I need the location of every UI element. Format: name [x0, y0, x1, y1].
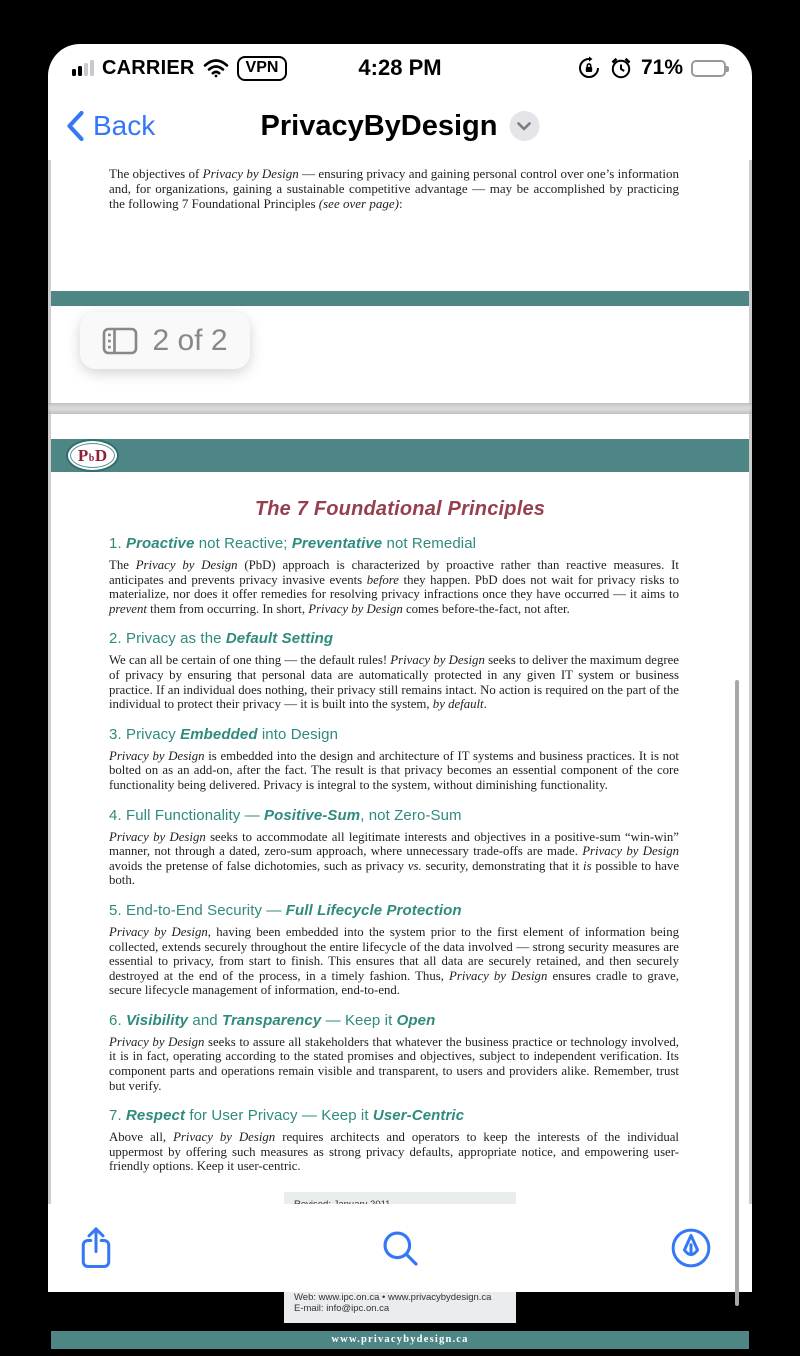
- orientation-lock-icon: [577, 56, 601, 80]
- principle-section: [109, 1012, 679, 1093]
- share-icon: [78, 1226, 114, 1270]
- title-menu-button[interactable]: [509, 111, 539, 141]
- back-button[interactable]: [66, 110, 155, 142]
- navigation-bar: [48, 92, 752, 160]
- document-title: PrivacyByDesign: [260, 109, 498, 142]
- principle-heading: 2. Privacy as the Default Setting: [109, 630, 334, 648]
- carrier-label: CARRIER: [102, 56, 195, 79]
- principle-heading: 4. Full Functionality — Positive-Sum, not Zero-Sum: [109, 806, 462, 824]
- principle-body: Above all, Privacy by Design requires architects and operators to keep the interests of the individual uppermost by offering such measures as strong privacy defaults, appropriate notice, and empowering user-friendly options. Keep it user-centric.: [109, 1130, 679, 1174]
- page-indicator-label: 2 of 2: [152, 323, 228, 357]
- screen: [48, 44, 752, 1346]
- page-indicator[interactable]: [80, 312, 250, 369]
- principle-body: Privacy by Design is embedded into the design and architecture of IT systems and business practices. It is not bolted on as an add-on, after the fact. The result is that privacy becomes an essential component of the core functionality being delivered. Privacy is integral to the system, without diminishing functionality.: [109, 748, 679, 792]
- principle-section: [109, 630, 679, 711]
- footer-website: www.privacybydesign.ca: [331, 1334, 469, 1346]
- search-icon: [380, 1228, 420, 1268]
- scrollbar[interactable]: [735, 680, 739, 1306]
- page1-intro-text: The objectives of Privacy by Design — ensuring privacy and gaining personal control over one’s information and, for organizations, gaining a sustainable competitive advantage — may be accomplished by practicing the following 7 Foundational Principles (see over page):: [109, 166, 680, 212]
- pbd-logo: P b D: [66, 439, 119, 472]
- vpn-badge: VPN: [237, 56, 288, 81]
- chevron-left-icon: [66, 110, 85, 142]
- page2-header-band: [51, 439, 749, 472]
- page-separator: [48, 403, 752, 414]
- alarm-clock-icon: [609, 56, 633, 80]
- bottom-toolbar: [48, 1204, 752, 1292]
- principle-heading: 7. Respect for User Privacy — Keep it User-Centric: [109, 1107, 465, 1125]
- principle-section: [109, 1107, 679, 1174]
- principle-body: Privacy by Design seeks to accommodate all legitimate interests and objectives in a positive-sum “win-win” manner, not through a dated, zero-sum approach, where unnecessary trade-offs are made. Privacy by Design avoids the pretense of false dichotomies, such as privacy vs. security, demonstrating that it is possible to have both.: [109, 829, 680, 888]
- principle-body: Privacy by Design seeks to assure all stakeholders that whatever the business practice or technology involved, it is in fact, operating according to the stated promises and objectives, subject to independent verification. Its component parts and operations remain visible and transparent, to users and providers alike. Remember, trust but verify.: [109, 1034, 679, 1093]
- battery-icon: [691, 60, 726, 77]
- principle-section: [109, 535, 679, 616]
- status-time: 4:28 PM: [358, 55, 442, 80]
- principles-list: [109, 535, 679, 1174]
- status-bar: [48, 44, 752, 92]
- markup-pen-icon: [670, 1227, 712, 1269]
- principle-body: Privacy by Design, having been embedded into the system prior to the first element of information being collected, extends securely throughout the entire lifecycle of the data involved — strong security measures are essential to privacy, from start to finish. This ensures that all data are securely retained, and then securely destroyed at the end of the process, in a timely fashion. Thus, Privacy by Design ensures cradle to grave, secure lifecycle management of information, end-to-end.: [109, 924, 679, 998]
- page-sidebar-icon: [102, 327, 138, 355]
- publisher-info-line: E-mail: info@ipc.on.ca: [294, 1303, 390, 1315]
- share-button[interactable]: [78, 1226, 114, 1270]
- pdf-page-2: [51, 414, 749, 1346]
- markup-button[interactable]: [670, 1227, 712, 1269]
- page-title: The 7 Foundational Principles: [254, 498, 546, 520]
- principle-body: The Privacy by Design (PbD) approach is characterized by proactive rather than reactive measures. It anticipates and prevents privacy invasive events before they happen. PbD does not wait for privacy risks to materialize, nor does it offer remedies for resolving privacy infractions once they have occurred — it aims to prevent them from occurring. In short, Privacy by Design comes before-the-fact, not after.: [109, 558, 679, 616]
- principle-body: We can all be certain of one thing — the default rules! Privacy by Design seeks to deliver the maximum degree of privacy by ensuring that personal data are automatically protected in any given IT system or business practice. If an individual does nothing, their privacy still remains intact. No action is required on the part of the individual to protect their privacy — it is built into the system, by default.: [109, 653, 679, 712]
- battery-percent: 71%: [640, 56, 683, 79]
- publisher-info-line: Web: www.ipc.on.ca • www.privacybydesign.ca: [294, 1291, 492, 1303]
- wifi-icon: [203, 58, 229, 78]
- principle-section: [109, 902, 679, 998]
- back-button-label: Back: [93, 110, 156, 141]
- principle-heading: 6. Visibility and Transparency — Keep it Open: [109, 1011, 436, 1029]
- pdf-viewer[interactable]: [48, 160, 752, 1346]
- page2-footer-band: [51, 1331, 749, 1349]
- principle-heading: 5. End-to-End Security — Full Lifecycle Protection: [109, 901, 462, 919]
- page1-footer-band: [51, 291, 749, 306]
- chevron-down-icon: [517, 121, 532, 131]
- principle-heading: 1. Proactive not Reactive; Preventative not Remedial: [109, 535, 477, 552]
- principle-heading: 3. Privacy Embedded into Design: [109, 725, 339, 743]
- principle-section: [109, 807, 679, 888]
- principle-section: [109, 726, 679, 793]
- cellular-signal-icon: [72, 60, 94, 76]
- search-button[interactable]: [380, 1228, 420, 1268]
